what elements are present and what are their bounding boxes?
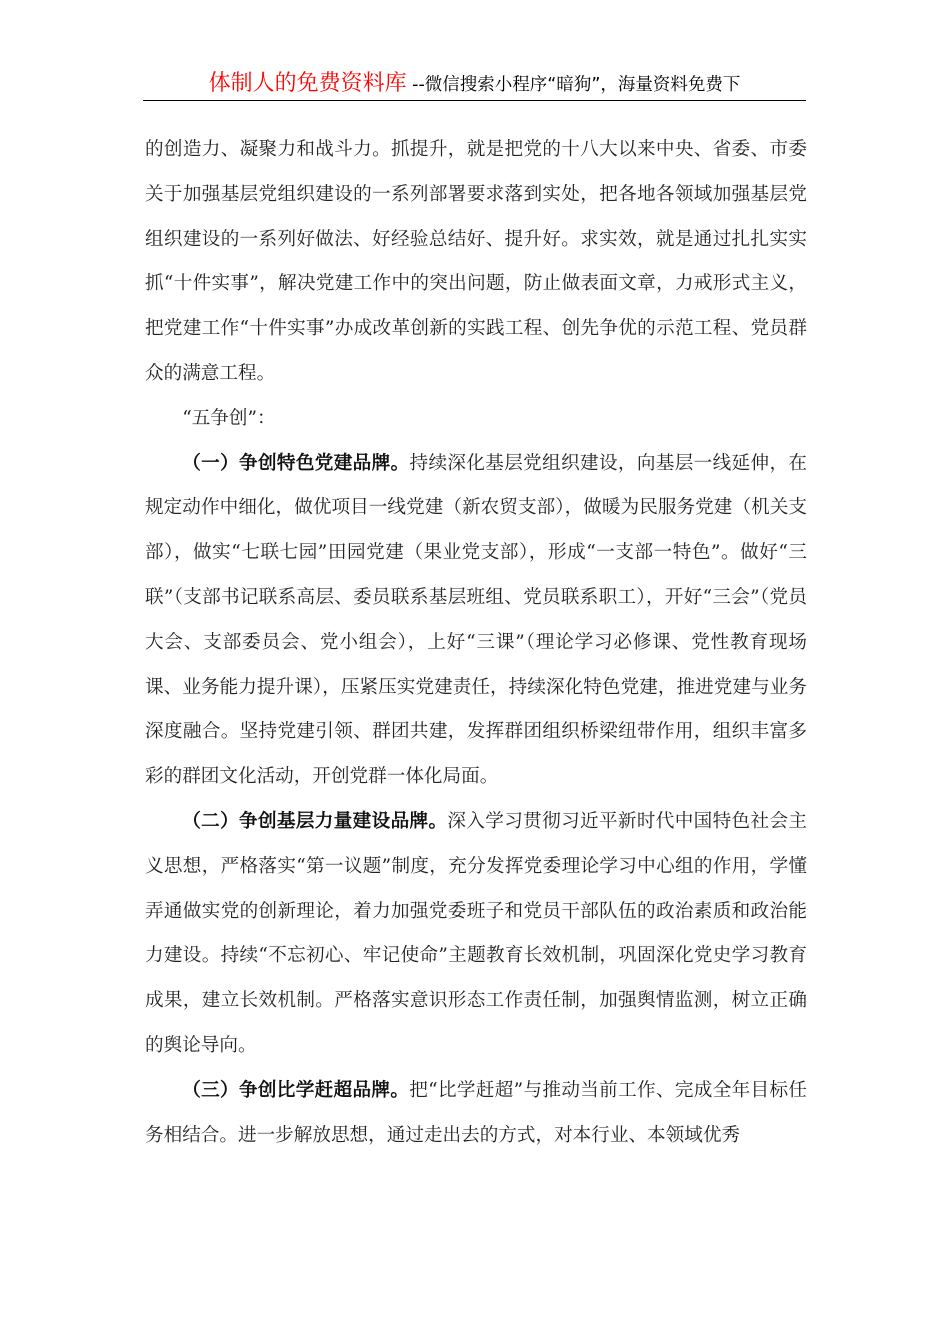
header-brand: 体制人的免费资料库 <box>208 71 407 96</box>
document-body <box>145 128 807 1158</box>
paragraph-text: “五争创”： <box>182 407 276 429</box>
paragraph-heading: （一）争创特色党建品牌。 <box>182 452 410 474</box>
paragraph-intro <box>145 128 807 397</box>
paragraph-text: 的创造力、凝聚力和战斗力。抓提升，就是把党的十八大以来中央、省委、市委关于加强基层党组织建设的一系列部署要求落到实处，把各地各领域加强基层党组织建设的一系列好做法、好经验总结好、提升好。求实效，就是通过扎扎实实抓“十件实事”，解决党建工作中的突出问题，防止做表面文章，力戒形式主义，把党建工作“十件实事”办成改革创新的实践工程、创先争优的示范工程、党员群众的满意工程。 <box>145 139 807 384</box>
paragraph-text: 持续深化基层党组织建设，向基层一线延伸，在规定动作中细化，做优项目一线党建（新农贸支部），做暖为民服务党建（机关支部），做实“七联七园”田园党建（果业党支部），形成“一支部一特色”。做好“三联”（支部书记联系高层、委员联系基层班组、党员联系职工），开好“三会”（党员大会、支部委员会、党小组会），上好“三课”（理论学习必修课、党性教育现场课、业务能力提升课），压紧压实党建责任，持续深化特色党建，推进党建与业务深度融合。坚持党建引领、群团共建，发挥群团组织桥梁纽带作用，组织丰富多彩的群团文化活动，开创党群一体化局面。 <box>145 452 807 788</box>
page-header <box>143 68 806 101</box>
paragraph-five-competitions <box>145 397 807 442</box>
paragraph-item-2 <box>145 800 807 1069</box>
paragraph-heading: （二）争创基层力量建设品牌。 <box>182 810 448 832</box>
paragraph-text: 深入学习贯彻习近平新时代中国特色社会主义思想，严格落实“第一议题”制度，充分发挥党委理论学习中心组的作用，学懂弄通做实党的创新理论，着力加强党委班子和党员干部队伍的政治素质和政治能力建设。持续“不忘初心、牢记使命”主题教育长效机制，巩固深化党史学习教育成果，建立长效机制。严格落实意识形态工作责任制，加强舆情监测，树立正确的舆论导向。 <box>145 810 807 1056</box>
header-promo: --微信搜索小程序“暗狗”，海量资料免费下 <box>406 75 741 95</box>
paragraph-item-3 <box>145 1069 807 1159</box>
paragraph-item-1 <box>145 442 807 800</box>
paragraph-heading: （三）争创比学赶超品牌。 <box>182 1079 410 1101</box>
paragraph-text: 把“比学赶超”与推动当前工作、完成全年目标任务相结合。进一步解放思想，通过走出去的方式，对本行业、本领域优秀 <box>145 1079 807 1146</box>
